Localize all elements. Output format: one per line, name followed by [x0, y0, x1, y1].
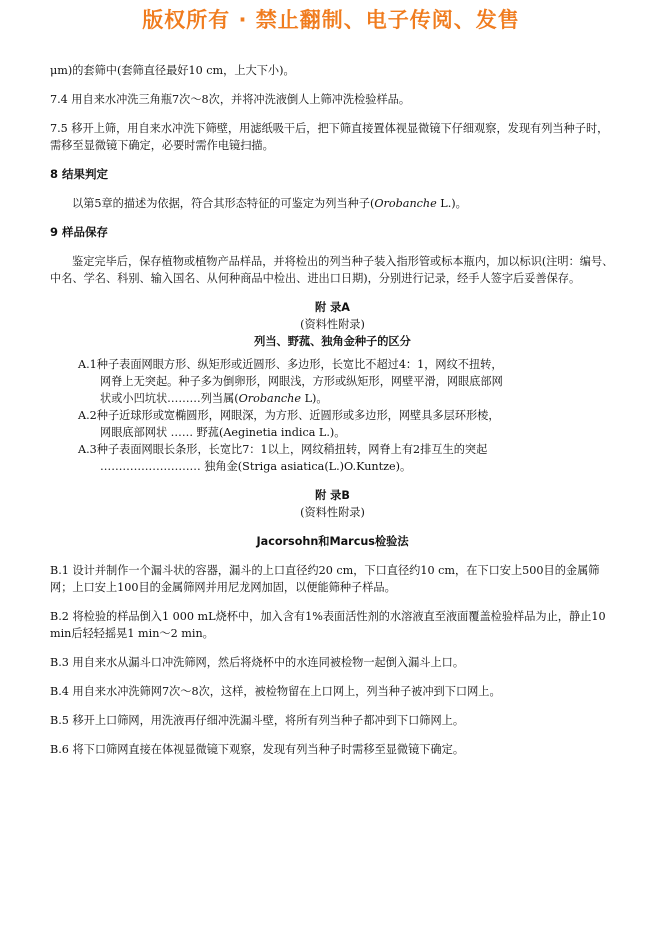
paragraph-b3: B.3 用自来水从漏斗口冲洗筛网，然后将烧杯中的水连同被检物一起倒入漏斗上口。: [50, 656, 465, 669]
appendix-a-title: 附 录A: [315, 301, 350, 314]
key-a3-line1: A.3种子表面网眼长条形，长宽比7：1以上，网纹稍扭转，网脊上有2排互生的突起: [78, 443, 488, 456]
paragraph-sieve-note: μm)的套筛中(套筛直径最好10 cm，上大下小)。: [50, 64, 295, 77]
document-body: [50, 62, 615, 758]
paragraph-7-5: 7.5 移开上筛，用自来水冲洗下筛壁，用滤纸吸干后，把下筛直接置体视显微镜下仔细观察，发现有列当种子时，需移至显微镜下确定，必要时需作电镜扫描。: [50, 122, 609, 152]
key-a1-line2: 网脊上无突起。种子多为倒卵形，网眼浅，方形或纵矩形，网壁平滑，网眼底部网: [100, 375, 503, 388]
key-a2-line1: A.2种子近球形或宽椭圆形，网眼深，为方形、近圆形或多边形，网壁具多层环形棱，: [78, 409, 500, 422]
appendix-a-key: [50, 356, 615, 475]
paragraph-8: [50, 195, 615, 212]
key-a1-line3-text: 状或小凹坑状………列当属(: [100, 392, 239, 405]
paragraph-b6: B.6 将下口筛网直接在体视显微镜下观察，发现有列当种子时需移至显微镜下确定。: [50, 743, 465, 756]
appendix-b-title: 附 录B: [315, 489, 350, 502]
paragraph-b1: B.1 设计并制作一个漏斗状的容器，漏斗的上口直径约20 cm，下口直径约10 cm，在下口安上500目的金属筛网；上口安上100目的金属筛网并用尼龙网加固，以便能筛种子样品。: [50, 564, 600, 594]
key-a2-line2: 网眼底部网状 …… 野菰(Aeginetia indica L.)。: [100, 426, 346, 439]
appendix-b-heading: Jacorsohn和Marcus检验法: [256, 535, 409, 548]
copyright-banner: 版权所有 · 禁止翻制、电子传阅、发售: [142, 8, 520, 32]
paragraph-8-genus: Orobanche: [374, 197, 437, 210]
appendix-b-subtitle: (资料性附录): [300, 506, 365, 519]
appendix-a-subtitle: (资料性附录): [300, 318, 365, 331]
paragraph-b5: B.5 移开上口筛网，用洗液再仔细冲洗漏斗壁，将所有列当种子都冲到下口筛网上。: [50, 714, 465, 727]
paragraph-8-end: L.)。: [436, 197, 467, 210]
paragraph-7-4: 7.4 用自来水冲洗三角瓶7次～8次，并将冲洗液倒人上筛冲洗检验样品。: [50, 93, 411, 106]
key-a1-end: L)。: [301, 392, 328, 405]
paragraph-b4: B.4 用自来水冲洗筛网7次～8次，这样，被检物留在上口网上，列当种子被冲到下口网上。: [50, 685, 501, 698]
paragraph-9: 鉴定完毕后，保存植物或植物产品样品，并将检出的列当种子装入指形管或标本瓶内，加以标识(注明：编号、中名、学名、科别、输入国名、从何种商品中检出、进出口日期)，分别进行记录，经手人签字后妥善保存。: [50, 255, 614, 285]
section-9-heading: 9 样品保存: [50, 225, 109, 239]
key-a1-genus: Orobanche: [238, 392, 302, 405]
key-a1-line3: [78, 390, 615, 407]
paragraph-8-text: 以第5章的描述为依据，符合其形态特征的可鉴定为列当种子(: [72, 197, 375, 210]
key-a1-line1: A.1种子表面网眼方形、纵矩形或近圆形、多边形，长宽比不超过4：1，网纹不扭转，: [78, 358, 503, 371]
section-8-heading: 8 结果判定: [50, 167, 109, 181]
appendix-a-heading: 列当、野菰、独角金种子的区分: [254, 335, 411, 348]
paragraph-b2: B.2 将检验的样品倒入1 000 mL烧杯中，加入含有1%表面活性剂的水溶液直至液面覆盖检验样品为止，静止10 min后轻轻摇晃1 min～2 min。: [50, 610, 606, 640]
key-a3-line2: ……………………… 独角金(Striga asiatica(L.)O.Kuntze)。: [100, 460, 412, 473]
